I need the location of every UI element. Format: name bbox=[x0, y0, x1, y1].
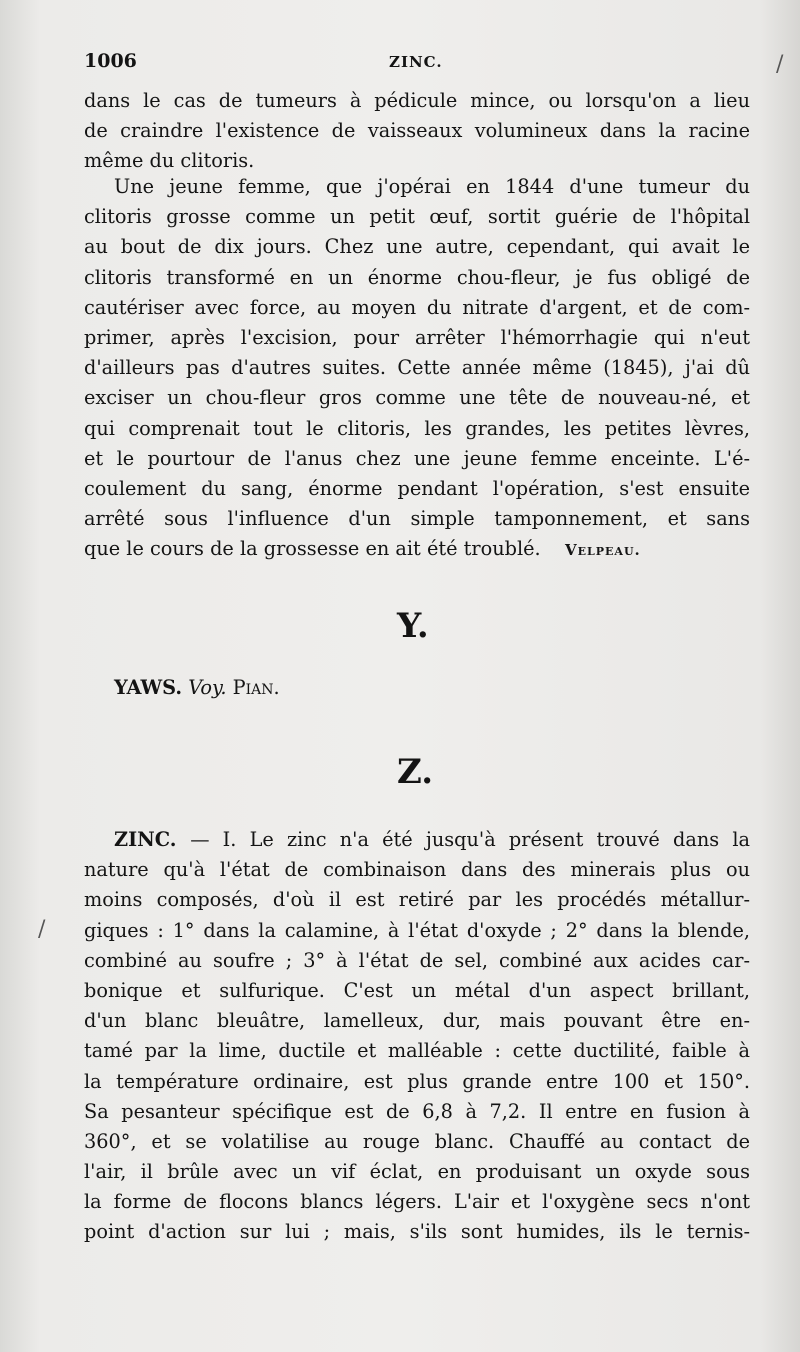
text-line: Une jeune femme, que j'opérai en 1844 d'une tumeur du bbox=[114, 175, 750, 198]
text-line: tamé par la lime, ductile et malléable : cette ductilité, faible à bbox=[84, 1039, 750, 1063]
text-line: de craindre l'existence de vaisseaux volumineux dans la racine bbox=[84, 119, 750, 143]
text-line: moins composés, d'où il est retiré par les procédés métallur- bbox=[84, 888, 750, 912]
paragraph-case-report bbox=[84, 172, 750, 564]
text-line: d'ailleurs pas d'autres suites. Cette année même (1845), j'ai dû bbox=[84, 356, 750, 380]
text-line: l'air, il brûle avec un vif éclat, en produisant un oxyde sous bbox=[84, 1160, 750, 1184]
author-signature: Velpeau. bbox=[565, 541, 641, 559]
entry-term: YAWS. bbox=[114, 676, 183, 699]
text-line: exciser un chou-fleur gros comme une tête de nouveau-né, et bbox=[84, 386, 750, 410]
text-line: d'un blanc bleuâtre, lamelleux, dur, mais pouvant être en- bbox=[84, 1009, 750, 1033]
text-line: la température ordinaire, est plus grande entre 100 et 150°. bbox=[84, 1069, 750, 1093]
text-line: au bout de dix jours. Chez une autre, cependant, qui avait le bbox=[84, 235, 750, 259]
text-line: qui comprenait tout le clitoris, les grandes, les petites lèvres, bbox=[84, 416, 750, 440]
text-line: primer, après l'excision, pour arrêter l'hémorrhagie qui n'eut bbox=[84, 325, 750, 349]
section-letter-z: Z. bbox=[397, 752, 434, 792]
text-line: arrêté sous l'influence d'un simple tamponnement, et sans bbox=[84, 507, 750, 531]
text-line: même du clitoris. bbox=[84, 149, 255, 173]
running-title: ZINC. bbox=[389, 53, 443, 71]
text-line: clitoris grosse comme un petit œuf, sortit guérie de l'hôpital bbox=[84, 205, 750, 229]
yaws-entry bbox=[114, 676, 280, 699]
text-line: bonique et sulfurique. C'est un métal d'un aspect brillant, bbox=[84, 978, 750, 1002]
text-line: la forme de flocons blancs légers. L'air et l'oxygène secs n'ont bbox=[84, 1190, 750, 1214]
text-line: dans le cas de tumeurs à pédicule mince, ou lorsqu'on a lieu bbox=[84, 89, 750, 112]
margin-mark: / bbox=[776, 52, 784, 77]
text-line: que le cours de la grossesse en ait été troublé. bbox=[84, 537, 541, 561]
text-line: coulement du sang, énorme pendant l'opération, s'est ensuite bbox=[84, 476, 750, 500]
page-number: 1006 bbox=[84, 50, 137, 72]
running-head bbox=[84, 50, 750, 76]
text-line: cautériser avec force, au moyen du nitrate d'argent, et de com- bbox=[84, 295, 750, 319]
text-line: combiné au soufre ; 3° à l'état de sel, combiné aux acides car- bbox=[84, 948, 750, 972]
text-line: nature qu'à l'état de combinaison dans des minerais plus ou bbox=[84, 858, 750, 882]
section-letter-y: Y. bbox=[397, 606, 429, 646]
see-reference: Voy. bbox=[188, 676, 227, 699]
text-line: et le pourtour de l'anus chez une jeune femme enceinte. L'é- bbox=[84, 446, 750, 470]
text-line: ZINC. — I. Le zinc n'a été jusqu'à présent trouvé dans la bbox=[114, 828, 750, 851]
text-line: point d'action sur lui ; mais, s'ils sont humides, ils le ternis- bbox=[84, 1220, 750, 1244]
margin-pencil-mark: / bbox=[38, 917, 46, 942]
cross-reference: Pian. bbox=[232, 676, 280, 699]
text-line: giques : 1° dans la calamine, à l'état d'oxyde ; 2° dans la blende, bbox=[84, 918, 750, 942]
zinc-entry bbox=[84, 825, 750, 1248]
text-line: 360°, et se volatilise au rouge blanc. Chauffé au contact de bbox=[84, 1129, 750, 1153]
paragraph-continued bbox=[84, 86, 750, 177]
text-line: Sa pesanteur spécifique est de 6,8 à 7,2. Il entre en fusion à bbox=[84, 1099, 750, 1123]
text-line: clitoris transformé en un énorme chou-fleur, je fus obligé de bbox=[84, 265, 750, 289]
